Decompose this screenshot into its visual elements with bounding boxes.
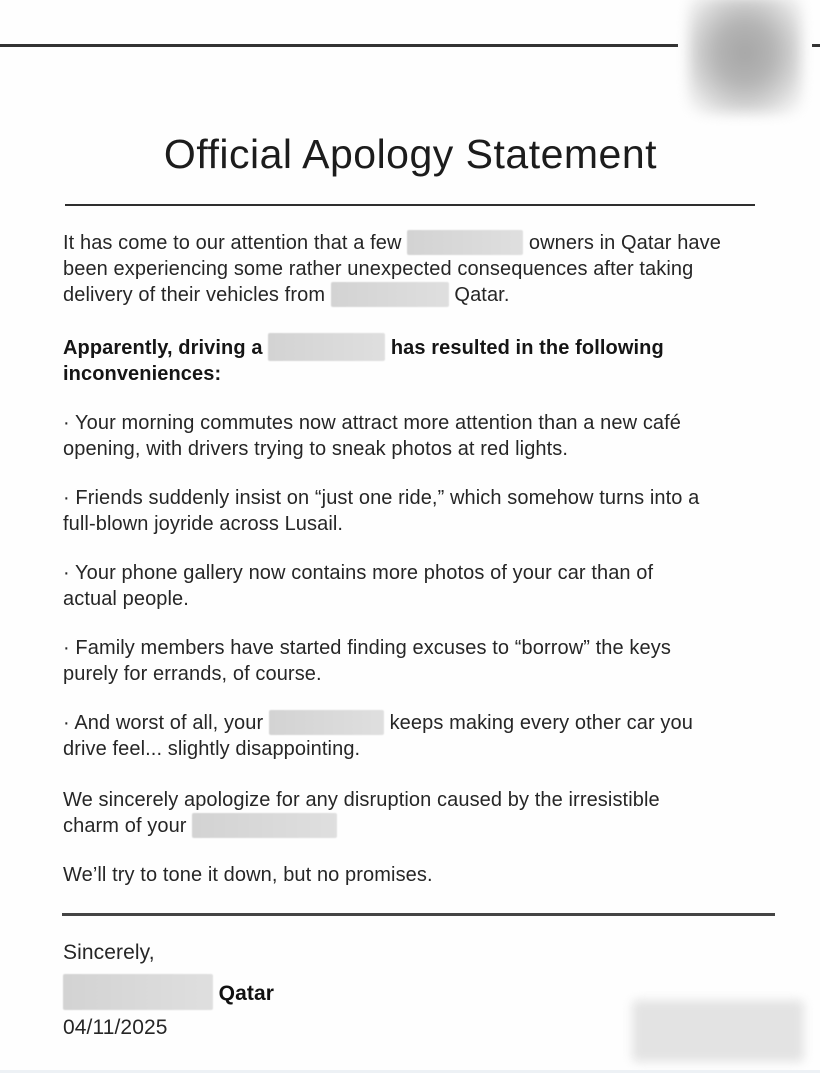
apology-text: We sincerely apologize for any disruption caused by the irresistible xyxy=(63,789,660,811)
heading-text: has resulted in the following xyxy=(385,337,664,359)
blurred-watermark xyxy=(632,1000,804,1062)
inconveniences-heading xyxy=(63,333,758,387)
intro-text: delivery of their vehicles from xyxy=(63,284,331,306)
bullet-text: · Friends suddenly insist on “just one ride,” which somehow turns into a xyxy=(63,487,700,509)
bullet-text: · Your morning commutes now attract more attention than a new café xyxy=(63,412,682,434)
intro-paragraph xyxy=(63,230,758,308)
bullet-text: · Family members have started finding excuses to “borrow” the keys xyxy=(63,637,671,659)
title-underline-rule xyxy=(65,204,755,206)
document-title: Official Apology Statement xyxy=(163,131,658,177)
bullet-text: full-blown joyride across Lusail. xyxy=(63,513,344,535)
header-rule-right-segment xyxy=(812,44,820,47)
redacted-brand-name xyxy=(192,813,337,838)
bullet-text: keeps making every other car you xyxy=(383,712,693,734)
intro-text: been experiencing some rather unexpected consequences after taking xyxy=(63,258,694,280)
bullet-text: actual people. xyxy=(63,588,189,610)
intro-text: owners in Qatar have xyxy=(523,232,721,254)
bullet-item-5 xyxy=(63,710,758,762)
redacted-brand-name xyxy=(269,710,384,735)
heading-text: Apparently, driving a xyxy=(63,337,269,359)
bullet-item-4 xyxy=(63,635,758,687)
redacted-brand-name xyxy=(268,333,385,361)
apology-text: charm of your xyxy=(63,815,193,837)
signature-company: Qatar xyxy=(218,982,275,1005)
intro-text: It has come to our attention that a few xyxy=(63,232,408,254)
redacted-brand-name xyxy=(407,230,523,255)
redacted-company-name xyxy=(63,974,213,1010)
signature-date: 04/11/2025 xyxy=(63,1016,168,1039)
intro-text: Qatar. xyxy=(448,284,510,306)
bullet-text: · And worst of all, your xyxy=(63,712,269,734)
signature-sincerely: Sincerely, xyxy=(63,941,155,964)
bullet-item-2 xyxy=(63,485,758,537)
bullet-text: drive feel... slightly disappointing. xyxy=(63,738,361,760)
apology-paragraph xyxy=(63,787,758,839)
heading-text: inconveniences: xyxy=(63,363,222,385)
bullet-text: purely for errands, of course. xyxy=(63,663,322,685)
bullet-item-1 xyxy=(63,410,758,462)
closing-line: We’ll try to tone it down, but no promises. xyxy=(63,864,433,886)
signature-divider-rule xyxy=(62,913,775,916)
bullet-text: opening, with drivers trying to sneak photos at red lights. xyxy=(63,438,569,460)
bullet-item-3 xyxy=(63,560,758,612)
redacted-dealer-name xyxy=(331,282,449,307)
bullet-text: · Your phone gallery now contains more photos of your car than of xyxy=(63,562,654,584)
letter-body xyxy=(63,0,758,1041)
